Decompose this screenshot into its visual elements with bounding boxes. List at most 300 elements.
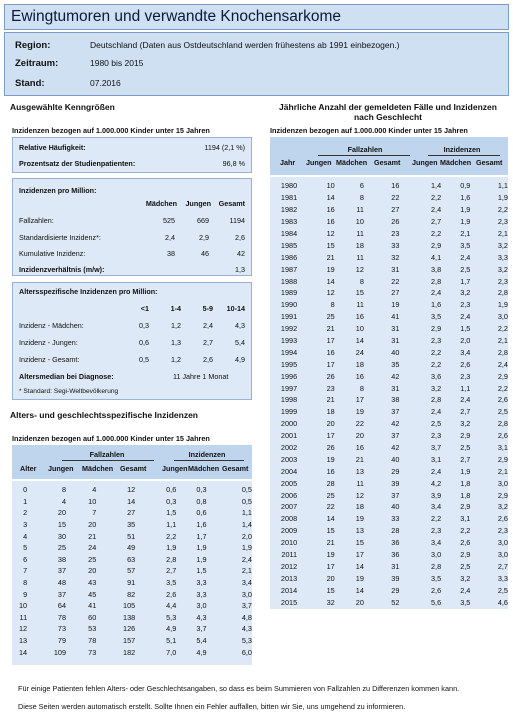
table-cell: 25 xyxy=(88,554,97,564)
table-row xyxy=(12,623,252,635)
table-cell: 5,3 xyxy=(166,612,177,622)
table-row xyxy=(12,646,252,658)
age-table-subheading: Inzidenzen bezogen auf 1.000.000 Kinder unter 15 Jahren xyxy=(12,434,210,443)
age-col: Jungen xyxy=(48,464,74,473)
table-cell: 1,8 xyxy=(460,490,471,500)
table-cell: 36 xyxy=(391,538,400,548)
table-cell: 16 xyxy=(355,443,364,453)
table-row xyxy=(12,612,252,624)
table-cell: 21 xyxy=(326,252,335,262)
table-cell: 1,9 xyxy=(497,300,508,310)
table-cell: 2,9 xyxy=(497,490,508,500)
table-cell: 33 xyxy=(391,240,400,250)
year-col: Mädchen xyxy=(440,158,472,167)
ratio-label: Inzidenzverhältnis (m/w): xyxy=(19,265,105,274)
table-cell: 1,9 xyxy=(196,554,207,564)
alters-col: 10-14 xyxy=(226,304,245,313)
table-cell: 2,3 xyxy=(497,217,508,227)
table-row xyxy=(270,370,508,382)
row-key: 2007 xyxy=(280,502,298,512)
row-key: 2005 xyxy=(280,478,298,488)
table-cell: 11 xyxy=(356,478,364,488)
table-cell: 16 xyxy=(326,205,335,215)
table-cell: 39 xyxy=(391,573,400,583)
row-key: 1984 xyxy=(280,229,298,238)
age-col-key: Alter xyxy=(20,464,37,473)
table-cell: 1,9 xyxy=(166,543,177,553)
table-cell: 2,7 xyxy=(460,407,471,417)
table-cell: 3,7 xyxy=(241,601,252,611)
row-key: 7 xyxy=(23,566,28,576)
age-col: Gesamt xyxy=(120,464,147,473)
table-cell: 1,7 xyxy=(196,531,207,541)
row-key: 12 xyxy=(19,624,28,634)
table-row xyxy=(270,263,508,275)
table-cell: 17 xyxy=(355,395,364,405)
table-cell: 0,5 xyxy=(241,485,252,495)
table-cell: 73 xyxy=(57,624,67,634)
table-cell: 2,7 xyxy=(431,217,442,227)
year-table-heading: Jährliche Anzahl der gemeldeten Fälle und Inzidenzen nach Geschlecht xyxy=(279,102,497,122)
group-underline xyxy=(428,155,500,156)
alters-cell: 2,6 xyxy=(203,355,213,364)
year-group-cases: Fallzahlen xyxy=(347,145,383,154)
table-cell: 0,3 xyxy=(196,485,207,495)
table-cell: 31 xyxy=(391,264,400,274)
table-cell: 109 xyxy=(53,647,67,657)
table-row xyxy=(270,251,508,263)
table-cell: 2,1 xyxy=(497,466,508,476)
table-cell: 2,4 xyxy=(460,252,471,262)
table-cell: 157 xyxy=(123,636,136,646)
table-cell: 2,2 xyxy=(166,531,177,541)
alters-cell: 4,9 xyxy=(235,355,245,364)
table-cell: 41 xyxy=(391,312,400,322)
table-cell: 2,6 xyxy=(497,431,508,441)
row-key: 1994 xyxy=(280,347,298,357)
median-value: 11 Jahre 1 Monat xyxy=(173,372,229,381)
table-cell: 2,9 xyxy=(497,454,508,464)
table-cell: 1,9 xyxy=(460,466,471,476)
table-row xyxy=(12,577,252,589)
table-row xyxy=(270,525,508,537)
table-cell: 19 xyxy=(355,514,364,524)
row-key: 1982 xyxy=(280,205,298,215)
table-cell: 2,3 xyxy=(460,300,471,310)
table-cell: 19 xyxy=(391,300,400,310)
table-row xyxy=(270,406,508,418)
table-row xyxy=(270,358,508,370)
inz-col-girls: Mädchen xyxy=(145,199,177,208)
table-cell: 2,7 xyxy=(497,561,508,571)
table-cell: 3,1 xyxy=(460,514,471,524)
table-cell: 78 xyxy=(57,612,67,622)
alters-cell: 0,3 xyxy=(139,321,149,330)
status-label: Stand: xyxy=(15,78,45,89)
table-cell: 3,7 xyxy=(431,443,442,453)
row-key: 1988 xyxy=(280,276,298,286)
table-row xyxy=(270,335,508,347)
inz-girls: 525 xyxy=(163,216,175,225)
table-cell: 20 xyxy=(355,597,364,607)
alters-cell: 1,2 xyxy=(171,355,181,364)
table-cell: 20 xyxy=(355,431,364,441)
alters-box xyxy=(12,282,252,400)
table-cell: 4,9 xyxy=(196,647,207,657)
table-cell: 17 xyxy=(326,561,335,571)
table-cell: 4,9 xyxy=(166,624,177,634)
table-row xyxy=(270,346,508,358)
table-cell: 14 xyxy=(355,585,364,595)
table-row xyxy=(12,554,252,566)
table-cell: 20 xyxy=(88,520,97,530)
row-key: 1996 xyxy=(280,371,298,381)
table-cell: 2,8 xyxy=(497,288,508,298)
table-row xyxy=(270,477,508,489)
table-cell: 2,2 xyxy=(431,359,442,369)
table-cell: 19 xyxy=(326,264,335,274)
row-key: 2013 xyxy=(280,573,298,583)
alters-cell: 1,3 xyxy=(171,338,181,347)
table-cell: 52 xyxy=(391,597,400,607)
inz-total: 42 xyxy=(237,249,245,258)
table-cell: 29 xyxy=(391,585,400,595)
table-cell: 37 xyxy=(391,407,400,417)
year-table-header xyxy=(270,137,508,175)
rel-label: Relative Häufigkeit: xyxy=(19,143,86,152)
table-cell: 7 xyxy=(92,508,97,518)
row-key: 2015 xyxy=(280,597,298,607)
row-key: 1990 xyxy=(280,300,298,310)
period-value: 1980 bis 2015 xyxy=(90,58,144,68)
table-row xyxy=(12,519,252,531)
table-cell: 2,2 xyxy=(431,229,442,238)
table-cell: 27 xyxy=(391,205,400,215)
table-cell: 37 xyxy=(391,431,400,441)
table-cell: 2,2 xyxy=(460,526,471,536)
table-cell: 6,0 xyxy=(241,647,252,657)
row-key: 0 xyxy=(23,485,28,495)
table-cell: 2,1 xyxy=(241,566,252,576)
row-key: 2011 xyxy=(281,550,298,560)
table-cell: 21 xyxy=(326,324,335,334)
ratio-value: 1,3 xyxy=(235,265,245,274)
inz-total: 2,6 xyxy=(235,233,245,242)
group-underline xyxy=(174,460,244,461)
table-cell: 4,2 xyxy=(431,478,442,488)
table-cell: 37 xyxy=(391,490,400,500)
table-cell: 42 xyxy=(391,443,400,453)
table-cell: 21 xyxy=(326,538,335,548)
table-cell: 4,6 xyxy=(497,597,508,607)
table-cell: 2,4 xyxy=(497,359,508,369)
age-group-cases: Fallzahlen xyxy=(89,450,125,459)
table-cell: 2,5 xyxy=(431,419,442,429)
row-key: 2012 xyxy=(280,561,298,571)
table-cell: 21 xyxy=(326,395,335,405)
table-cell: 7,0 xyxy=(166,647,177,657)
inz-girls: 2,4 xyxy=(165,233,175,242)
table-cell: 2,6 xyxy=(460,359,471,369)
table-cell: 41 xyxy=(88,601,97,611)
table-cell: 1,5 xyxy=(460,324,471,334)
alters-cell: 1,2 xyxy=(171,321,181,330)
table-cell: 2,8 xyxy=(431,395,442,405)
table-cell: 2,2 xyxy=(431,347,442,357)
table-cell: 26 xyxy=(326,371,335,381)
row-key: 1989 xyxy=(280,288,298,298)
group-underline xyxy=(62,460,154,461)
table-cell: 13 xyxy=(355,466,364,476)
table-cell: 2,4 xyxy=(431,466,442,476)
row-key: 8 xyxy=(23,578,28,588)
table-cell: 0,8 xyxy=(196,496,207,506)
table-cell: 15 xyxy=(326,585,335,595)
year-col: Gesamt xyxy=(374,158,401,167)
table-cell: 2,3 xyxy=(497,526,508,536)
table-cell: 18 xyxy=(355,502,364,512)
table-cell: 15 xyxy=(355,538,364,548)
table-row xyxy=(270,561,508,573)
table-cell: 37 xyxy=(57,589,67,599)
table-cell: 2,3 xyxy=(497,276,508,286)
row-key: 5 xyxy=(23,543,28,553)
table-cell: 3,0 xyxy=(497,312,508,322)
table-cell: 2,3 xyxy=(460,371,471,381)
alters-col: 5-9 xyxy=(202,304,213,313)
alters-cell: 2,4 xyxy=(203,321,213,330)
table-cell: 18 xyxy=(326,407,335,417)
table-cell: 10 xyxy=(326,181,335,191)
age-group-inc: Inzidenzen xyxy=(188,450,226,459)
table-cell: 12 xyxy=(326,288,335,298)
table-row xyxy=(270,382,508,394)
table-cell: 1,1 xyxy=(497,181,508,191)
table-cell: 3,4 xyxy=(241,578,252,588)
table-cell: 2,9 xyxy=(460,502,471,512)
table-row xyxy=(270,501,508,513)
inz-box xyxy=(12,178,252,276)
table-cell: 2,3 xyxy=(431,431,442,441)
table-cell: 3,5 xyxy=(460,240,471,250)
table-cell: 1,6 xyxy=(460,193,471,203)
table-row xyxy=(270,180,508,192)
age-col: Mädchen xyxy=(188,464,220,473)
table-cell: 2,0 xyxy=(241,531,252,541)
table-cell: 3,3 xyxy=(196,578,207,588)
table-cell: 2,2 xyxy=(497,324,508,334)
table-cell: 38 xyxy=(391,395,400,405)
table-cell: 14 xyxy=(326,276,335,286)
table-cell: 12 xyxy=(355,490,364,500)
inz-boys: 669 xyxy=(197,216,209,225)
row-key: 14 xyxy=(19,647,28,657)
table-cell: 3,2 xyxy=(460,288,471,298)
table-cell: 5,6 xyxy=(431,597,442,607)
status-value: 07.2016 xyxy=(90,78,121,88)
alters-col: <1 xyxy=(140,304,149,313)
table-cell: 42 xyxy=(391,419,400,429)
table-cell: 3,0 xyxy=(431,550,442,560)
table-cell: 4,4 xyxy=(166,601,177,611)
table-row xyxy=(270,287,508,299)
year-col: Jungen xyxy=(306,158,332,167)
table-row xyxy=(270,216,508,228)
table-cell: 2,8 xyxy=(431,561,442,571)
row-key: 1991 xyxy=(280,312,298,322)
table-cell: 31 xyxy=(391,336,400,346)
table-cell: 31 xyxy=(391,383,400,393)
region-value: Deutschland (Daten aus Ostdeutschland werden frühestens ab 1991 einbezogen.) xyxy=(90,40,400,50)
alters-heading: Altersspezifische Inzidenzen pro Million: xyxy=(19,287,158,296)
table-cell: 22 xyxy=(355,419,364,429)
table-cell: 2,3 xyxy=(431,336,442,346)
table-cell: 17 xyxy=(326,336,335,346)
table-cell: 3,3 xyxy=(497,252,508,262)
year-table-subheading: Inzidenzen bezogen auf 1.000.000 Kinder unter 15 Jahren xyxy=(270,126,468,135)
table-cell: 1,5 xyxy=(166,508,177,518)
table-cell: 1,4 xyxy=(431,181,442,191)
table-cell: 3,9 xyxy=(431,490,442,500)
table-cell: 60 xyxy=(88,612,97,622)
rel-value: 1194 (2,1 %) xyxy=(204,143,245,152)
table-cell: 38 xyxy=(57,554,67,564)
table-cell: 36 xyxy=(391,550,400,560)
inz-heading: Inzidenzen pro Million: xyxy=(19,186,97,195)
table-cell: 3,1 xyxy=(497,443,508,453)
table-cell: 17 xyxy=(326,359,335,369)
table-cell: 1,4 xyxy=(241,520,252,530)
table-cell: 0,9 xyxy=(460,181,471,191)
table-cell: 4,8 xyxy=(241,612,252,622)
table-cell: 11 xyxy=(356,205,364,215)
table-cell: 2,2 xyxy=(497,205,508,215)
table-cell: 0,6 xyxy=(196,508,207,518)
inz-boys: 2,9 xyxy=(199,233,209,242)
table-cell: 18 xyxy=(355,240,364,250)
table-cell: 182 xyxy=(123,647,136,657)
row-key: 4 xyxy=(23,531,28,541)
table-row xyxy=(270,311,508,323)
table-cell: 27 xyxy=(127,508,136,518)
table-cell: 78 xyxy=(88,636,97,646)
row-key: 1985 xyxy=(280,240,298,250)
table-cell: 16 xyxy=(326,466,335,476)
table-cell: 21 xyxy=(355,454,364,464)
table-cell: 35 xyxy=(391,359,400,369)
table-cell: 3,5 xyxy=(431,573,442,583)
table-row xyxy=(12,588,252,600)
table-cell: 3,2 xyxy=(431,383,442,393)
period-label: Zeitraum: xyxy=(15,58,59,69)
table-cell: 3,0 xyxy=(497,550,508,560)
row-key: 9 xyxy=(23,589,28,599)
table-cell: 2,2 xyxy=(497,383,508,393)
table-cell: 24 xyxy=(88,543,97,553)
table-cell: 3,4 xyxy=(431,538,442,548)
table-cell: 40 xyxy=(391,502,400,512)
table-row xyxy=(270,204,508,216)
table-cell: 2,6 xyxy=(497,395,508,405)
table-row xyxy=(12,496,252,508)
table-cell: 105 xyxy=(123,601,136,611)
table-cell: 1,9 xyxy=(497,193,508,203)
table-cell: 12 xyxy=(355,264,364,274)
table-cell: 2,4 xyxy=(431,205,442,215)
table-cell: 3,2 xyxy=(460,573,471,583)
table-row xyxy=(270,299,508,311)
table-cell: 2,4 xyxy=(460,395,471,405)
row-key: 2010 xyxy=(280,538,298,548)
row-key: 6 xyxy=(23,554,28,564)
table-cell: 24 xyxy=(355,347,364,357)
table-cell: 25 xyxy=(57,543,67,553)
alters-cell: 0,6 xyxy=(139,338,149,347)
table-cell: 20 xyxy=(57,508,67,518)
table-row xyxy=(270,323,508,335)
table-cell: 2,7 xyxy=(460,454,471,464)
row-key: 11 xyxy=(19,612,28,622)
age-col: Jungen xyxy=(162,464,188,473)
table-cell: 2,5 xyxy=(460,561,471,571)
table-cell: 1,8 xyxy=(460,478,471,488)
table-cell: 3,0 xyxy=(241,589,252,599)
year-table xyxy=(270,180,508,608)
table-cell: 40 xyxy=(391,454,400,464)
table-cell: 3,2 xyxy=(497,502,508,512)
table-cell: 20 xyxy=(326,419,335,429)
table-row xyxy=(270,513,508,525)
table-cell: 20 xyxy=(326,573,335,583)
table-cell: 2,6 xyxy=(431,585,442,595)
table-cell: 14 xyxy=(127,496,136,506)
table-cell: 0,6 xyxy=(166,485,177,495)
table-cell: 19 xyxy=(355,407,364,417)
table-cell: 2,3 xyxy=(431,526,442,536)
region-row xyxy=(15,40,400,51)
alters-row-label: Inzidenz - Jungen: xyxy=(19,338,78,347)
table-cell: 3,3 xyxy=(497,573,508,583)
table-cell: 32 xyxy=(391,252,400,262)
table-cell: 3,8 xyxy=(431,264,442,274)
table-cell: 23 xyxy=(391,229,400,238)
table-cell: 5,1 xyxy=(166,636,177,646)
table-cell: 10 xyxy=(355,217,364,227)
table-cell: 3,4 xyxy=(460,347,471,357)
footer-note-1: Für einige Patienten fehlen Alters- oder Geschlechtsangaben, so dass es beim Summieren von Fallzahlen zu Differenzen kommen kann. xyxy=(18,684,460,693)
table-cell: 2,4 xyxy=(241,554,252,564)
table-cell: 4 xyxy=(61,496,67,506)
table-cell: 45 xyxy=(88,589,97,599)
table-row xyxy=(270,275,508,287)
table-row xyxy=(270,465,508,477)
alters-col: 1-4 xyxy=(170,304,181,313)
table-cell: 63 xyxy=(127,554,136,564)
inz-row-label: Standardisierte Inzidenz*: xyxy=(19,233,101,242)
table-cell: 8 xyxy=(330,300,335,310)
table-cell: 2,5 xyxy=(497,407,508,417)
table-cell: 1,6 xyxy=(431,300,442,310)
table-cell: 3,7 xyxy=(196,624,207,634)
table-cell: 20 xyxy=(88,566,97,576)
row-key: 13 xyxy=(19,636,28,646)
table-cell: 2,9 xyxy=(460,550,471,560)
table-cell: 3,0 xyxy=(497,538,508,548)
table-cell: 22 xyxy=(326,502,335,512)
table-cell: 26 xyxy=(326,443,335,453)
alters-cell: 0,5 xyxy=(139,355,149,364)
table-cell: 126 xyxy=(123,624,136,634)
